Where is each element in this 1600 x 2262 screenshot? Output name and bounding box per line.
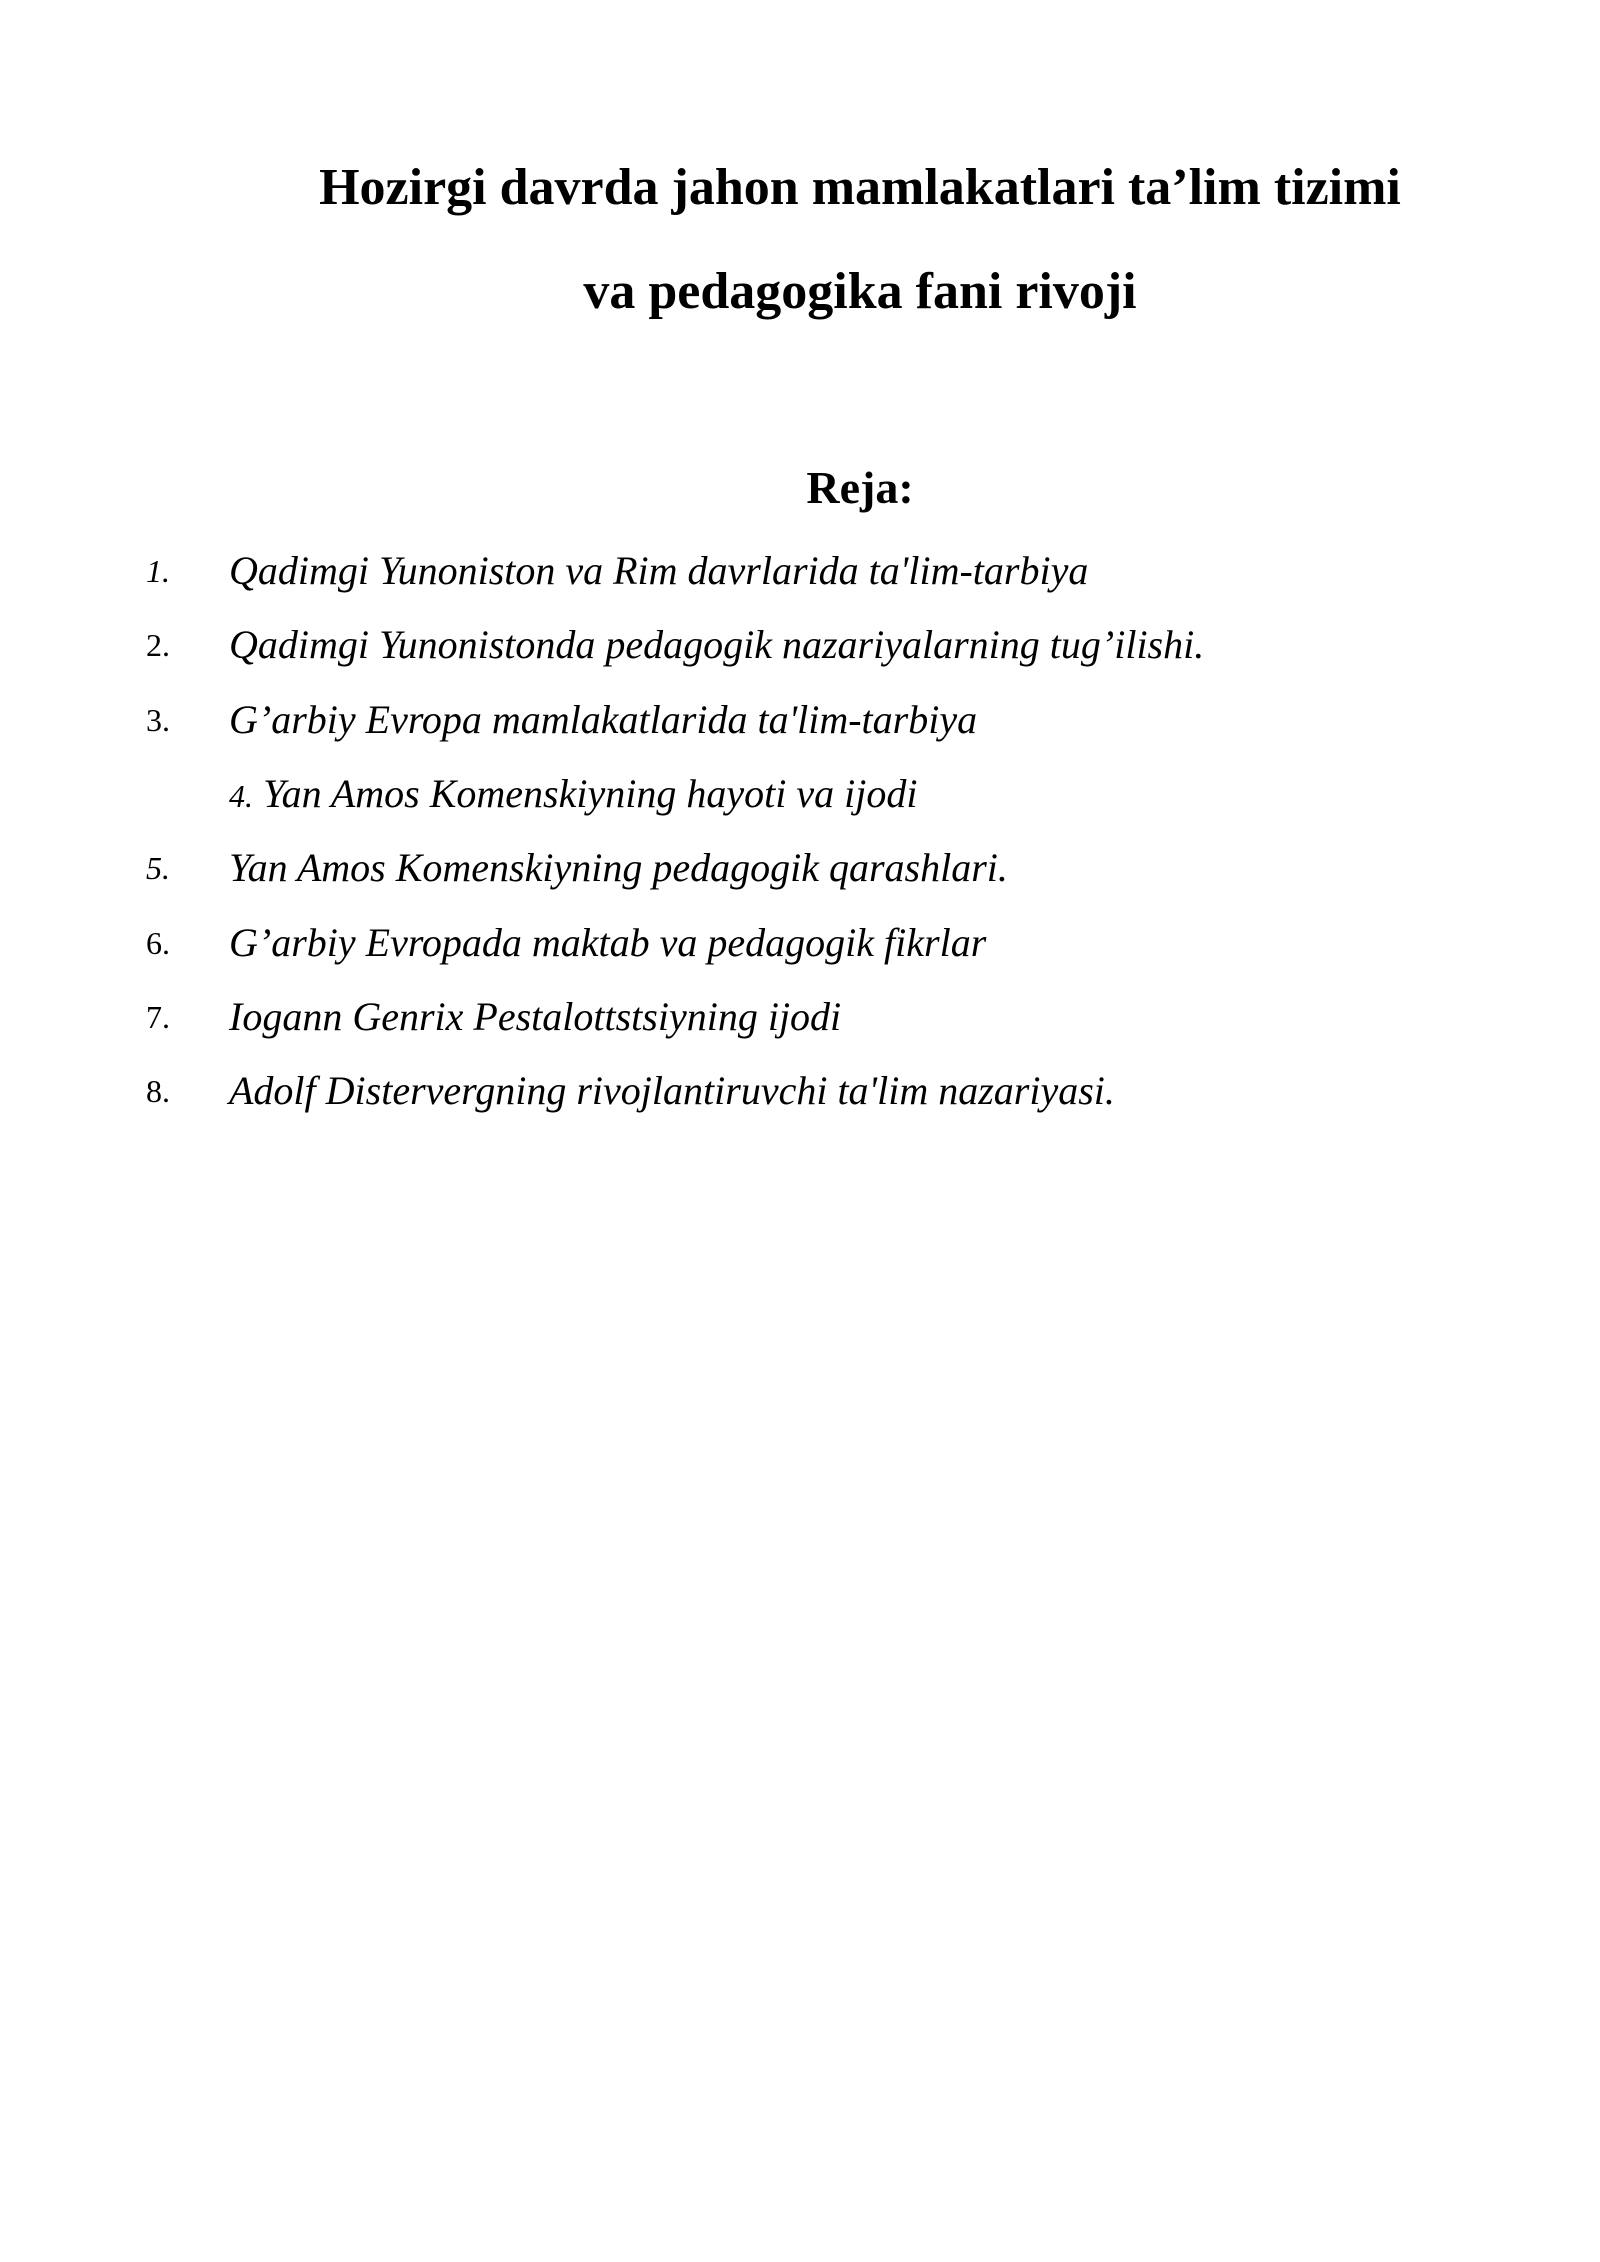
- list-item-text: Yan Amos Komenskiyning pedagogik qarashlari.: [229, 845, 1008, 890]
- list-item-text: Qadimgi Yunonistonda pedagogik nazariyalarning tug’ilishi.: [229, 622, 1205, 667]
- list-item-text: Qadimgi Yunoniston va Rim davrlarida ta'lim-tarbiya: [229, 548, 1089, 593]
- list-item-number: 1.: [146, 553, 170, 589]
- list-item-number: 6.: [146, 925, 170, 961]
- list-item-number: 5.: [146, 850, 170, 886]
- list-item-text: Yan Amos Komenskiyning hayoti va ijodi: [263, 771, 918, 816]
- list-item-text: Adolf Distervergning rivojlantiruvchi ta'lim nazariyasi.: [229, 1068, 1115, 1113]
- document-title-line-1: Hozirgi davrda jahon mamlakatlari ta’lim tizimi: [319, 159, 1401, 216]
- document-title-line-2: va pedagogika fani rivoji: [583, 263, 1137, 320]
- list-item-text: G’arbiy Evropa mamlakatlarida ta'lim-tarbiya: [229, 697, 978, 742]
- list-item-number: 3.: [146, 702, 170, 738]
- list-item: [0, 769, 1600, 819]
- section-heading: Reja:: [806, 462, 914, 513]
- list-item: [0, 546, 1600, 596]
- list-item: [0, 992, 1600, 1042]
- list-item-number: 8.: [146, 1073, 170, 1109]
- list-item-number: 4.: [229, 778, 253, 814]
- list-item: [0, 843, 1600, 893]
- list-item: [0, 1066, 1600, 1116]
- list-item: [0, 918, 1600, 968]
- list-item-text: Iogann Genrix Pestalottstsiyning ijodi: [229, 994, 842, 1039]
- list-item-number: 7.: [146, 999, 170, 1035]
- list-item: [0, 695, 1600, 745]
- list-item-text: G’arbiy Evropada maktab va pedagogik fikrlar: [229, 920, 987, 965]
- list-item: [0, 620, 1600, 670]
- list-item-number: 2.: [146, 627, 170, 663]
- list-item-text-inline: [229, 769, 917, 821]
